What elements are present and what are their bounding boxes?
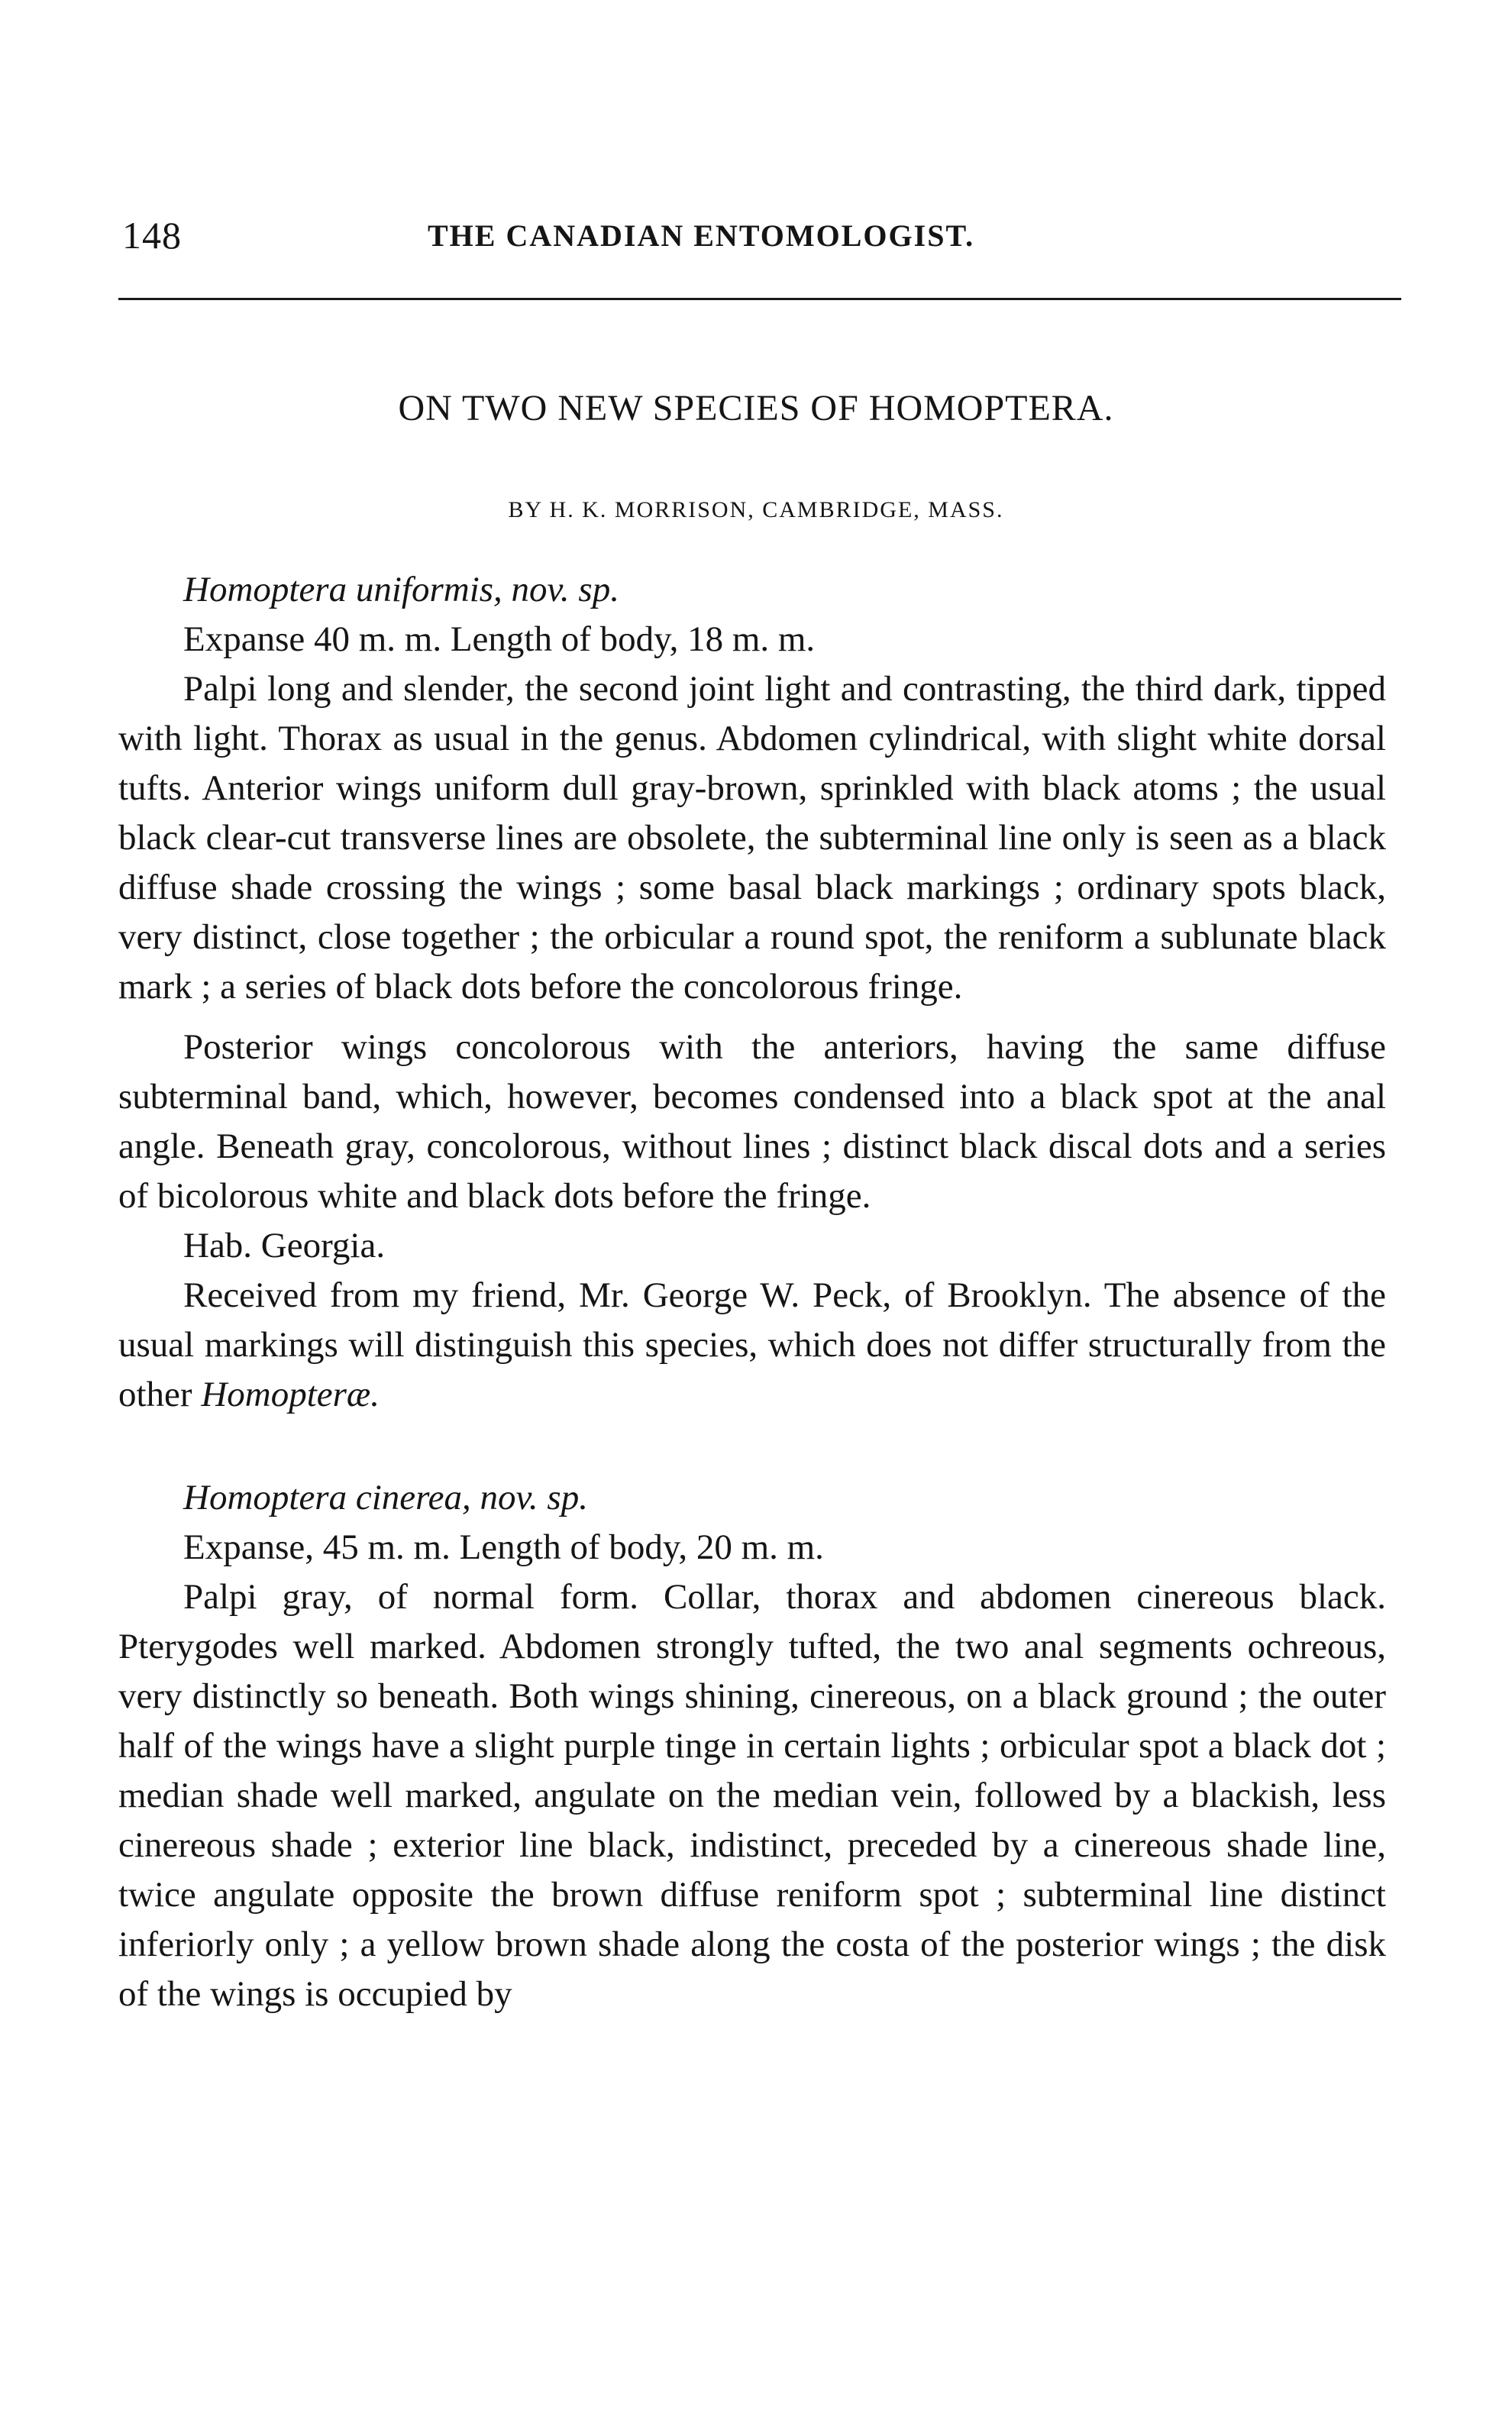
page-number: 148	[122, 214, 182, 257]
header-rule	[118, 298, 1401, 300]
species-heading: Homoptera uniformis, nov. sp.	[183, 570, 619, 609]
genus-name: Homopteræ.	[201, 1375, 380, 1414]
running-head: THE CANADIAN ENTOMOLOGIST.	[428, 218, 975, 253]
species-heading: Homoptera cinerea, nov. sp.	[183, 1478, 588, 1517]
measurements: Expanse 40 m. m. Length of body, 18 m. m.	[183, 619, 816, 659]
measurements: Expanse, 45 m. m. Length of body, 20 m. m.	[183, 1527, 824, 1567]
habitat: Hab. Georgia.	[183, 1226, 386, 1265]
paragraph-text: Received from my friend, Mr. George W. Peck, of Brooklyn. The absence of the usual markings will distinguish this species, which does not differ structurally from the other	[118, 1275, 1386, 1414]
paragraph: Posterior wings concolorous with the anteriors, having the same diffuse subterminal band, which, however, becomes condensed into a black spot at the anal angle. Beneath gray, concolorous, without lines ; distinct black discal dots and a series of bicolorous white and black dots before the fringe.	[118, 1027, 1386, 1216]
page-header	[122, 212, 1390, 258]
byline: BY H. K. MORRISON, CAMBRIDGE, MASS.	[508, 497, 1004, 522]
paragraph: Palpi gray, of normal form. Collar, thorax and abdomen cinereous black. Pterygodes well marked. Abdomen strongly tufted, the two anal segments ochreous, very distinctly so beneath. Both wings shining, cinereous, on a black ground ; the outer half of the wings have a slight purple tinge in certain lights ; orbicular spot a black dot ; median shade well marked, angulate on the median vein, followed by a blackish, less cinereous shade ; exterior line black, indistinct, preceded by a cinereous shade line, twice angulate opposite the brown diffuse reniform spot ; subterminal line distinct inferiorly only ; a yellow brown shade along the costa of the posterior wings ; the disk of the wings is occupied by	[118, 1577, 1386, 2014]
article-body	[118, 565, 1386, 2019]
article-title: ON TWO NEW SPECIES OF HOMOPTERA.	[398, 388, 1114, 428]
paragraph	[118, 1271, 1386, 1420]
paragraph: Palpi long and slender, the second joint light and contrasting, the third dark, tipped with light. Thorax as usual in the genus. Abdomen cylindrical, with slight white dorsal tufts. Anterior wings uniform dull gray-brown, sprinkled with black atoms ; the usual black clear-cut transverse lines are obsolete, the subterminal line only is seen as a black diffuse shade crossing the wings ; some basal black markings ; ordinary spots black, very distinct, close together ; the orbicular a round spot, the reniform a sublunate black mark ; a series of black dots before the concolorous fringe.	[118, 669, 1386, 1007]
